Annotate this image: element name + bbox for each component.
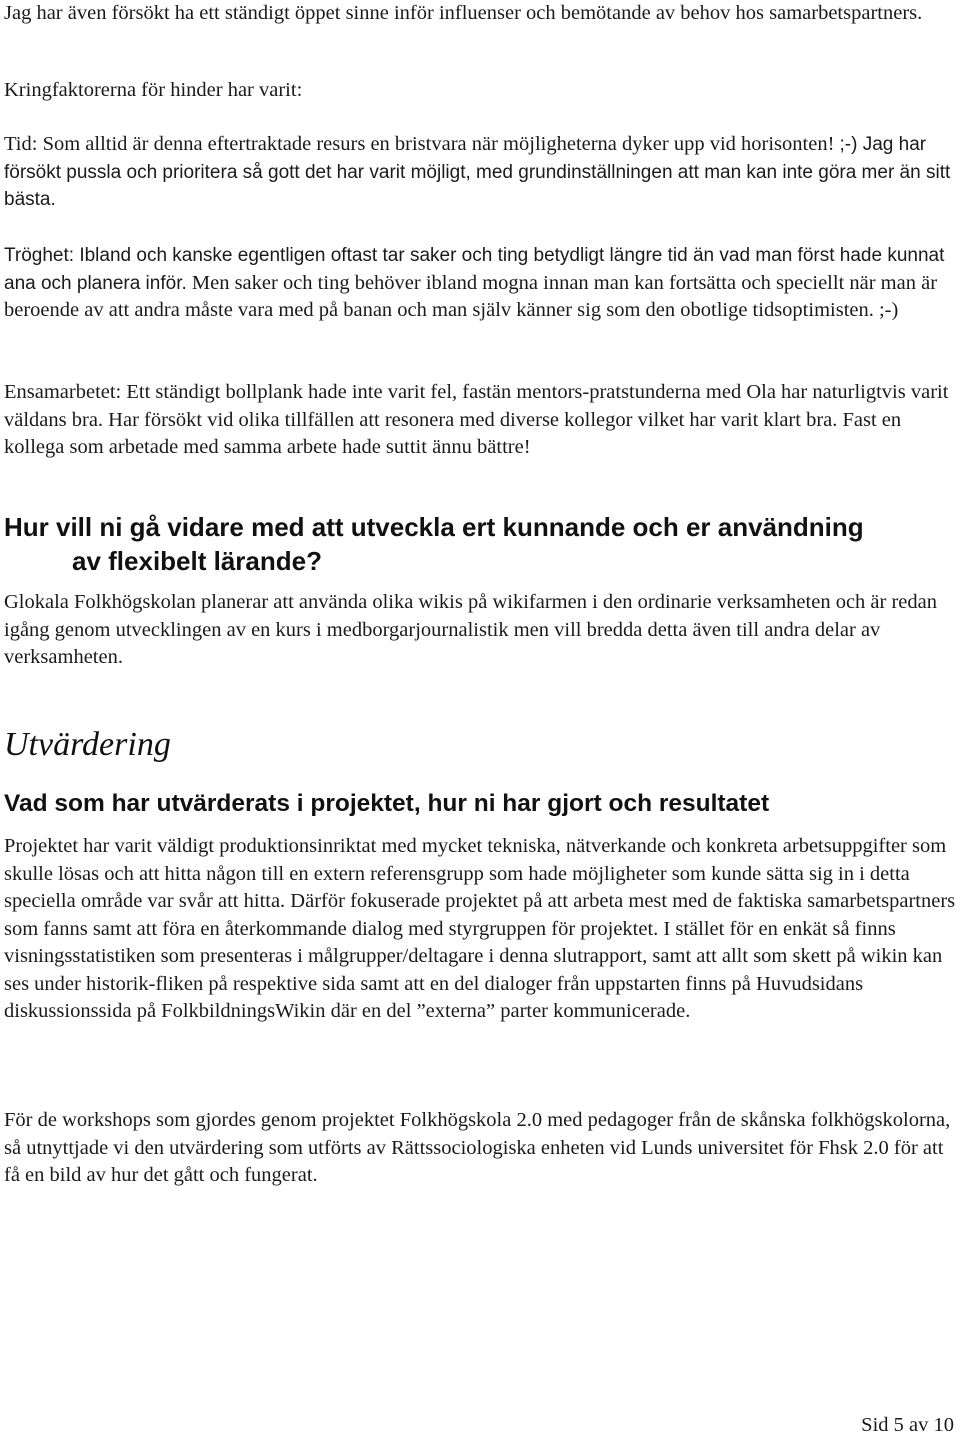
- paragraph-glokala: [4, 589, 956, 672]
- paragraph-influences: [4, 0, 956, 28]
- paragraph-text: Projektet har varit väldigt produktionsinriktat med mycket tekniska, nätverkande och konkreta arbetsuppgifter som skulle lösas och att hitta någon till en extern referensgrupp som hade möjligheter som kunde sätta sig in i detta speciella område var svår att hitta. Därför fokuserade projektet på att arbeta mest med de faktiska samarbetspartners som fanns samt att föra en återkommande dialog med styrgruppen för projektet. I stället för en enkät så finns visningsstatistiken som presenteras i målgrupper/deltagare i denna slutrapport, samt att allt som skett på wikin kan ses under historik-fliken på respektive sida samt att en del dialoger från uppstarten finns på Huvudsidans diskussionssida på FolkbildningsWikin där en del ”externa” parter kommunicerade.: [4, 835, 956, 1022]
- subheading-evaluated: [4, 789, 956, 819]
- page-number: [861, 1413, 954, 1437]
- section-title-text: Utvärdering: [4, 726, 171, 763]
- paragraph-time: [4, 131, 956, 214]
- heading-line-2: av flexibelt lärande?: [72, 546, 322, 576]
- page-number-text: Sid 5 av 10: [861, 1414, 954, 1436]
- time-serif-text: Tid: Som alltid är denna eftertraktade resurs en bristvara när möjligheterna dyker upp vid horisonten!: [4, 133, 840, 155]
- paragraph-text: Jag har även försökt ha ett ständigt öppet sinne inför influenser och bemötande av behov hos samarbetspartners.: [4, 2, 923, 24]
- paragraph-text: Ensamarbetet: Ett ständigt bollplank hade inte varit fel, fastän mentors-pratstunderna med Ola har naturligtvis varit väldans bra. Har försökt vid olika tillfällen att resonera med diverse kollegor vilket har varit klart bra. Fast en kollega som arbetade med samma arbete hade suttit ännu bättre!: [4, 381, 949, 458]
- paragraph-project-evaluation: [4, 833, 956, 1026]
- section-title-evaluation: [4, 725, 956, 765]
- paragraph-text: För de workshops som gjordes genom projektet Folkhögskola 2.0 med pedagoger från de skånska folkhögskolorna, så utnyttjade vi den utvärdering som utförts av Rättssociologiska enheten vid Lunds universitet för Fhsk 2.0 för att få en bild av hur det gått och fungerat.: [4, 1109, 951, 1186]
- heading-flexible-learning: [4, 510, 956, 578]
- time-sans-text: ;-) Jag har försökt pussla och prioritera så gott det har varit möjligt, med grundinställningen att man kan inte göra mer än sitt bästa.: [4, 134, 951, 210]
- subheading-text: Vad som har utvärderats i projektet, hur ni har gjort och resultatet: [4, 790, 770, 817]
- paragraph-solo-work: [4, 379, 956, 462]
- inertia-sans-text: Tröghet: Ibland och kanske egentligen oftast tar saker och ting betydligt längre tid än vad man först hade kunnat ana och planera inför.: [4, 245, 945, 294]
- paragraph-workshops: [4, 1107, 956, 1190]
- paragraph-obstacles-intro: [4, 77, 956, 105]
- inertia-serif-text: Men saker och ting behöver ibland mogna innan man kan fortsätta och speciellt när man är beroende av att andra måste vara med på banan och man själv känner sig som den obotlige tidsoptimisten. ;-): [4, 271, 938, 321]
- paragraph-inertia: [4, 242, 956, 325]
- heading-line-1: Hur vill ni gå vidare med att utveckla ert kunnande och er användning: [4, 512, 864, 542]
- paragraph-text: Kringfaktorerna för hinder har varit:: [4, 79, 303, 101]
- paragraph-inertia-text: [4, 242, 956, 325]
- paragraph-time-text: [4, 131, 956, 214]
- paragraph-text: Glokala Folkhögskolan planerar att använda olika wikis på wikifarmen i den ordinarie verksamheten och är redan igång genom utvecklingen av en kurs i medborgarjournalistik men vill bredda detta även till andra delar av verksamheten.: [4, 591, 938, 668]
